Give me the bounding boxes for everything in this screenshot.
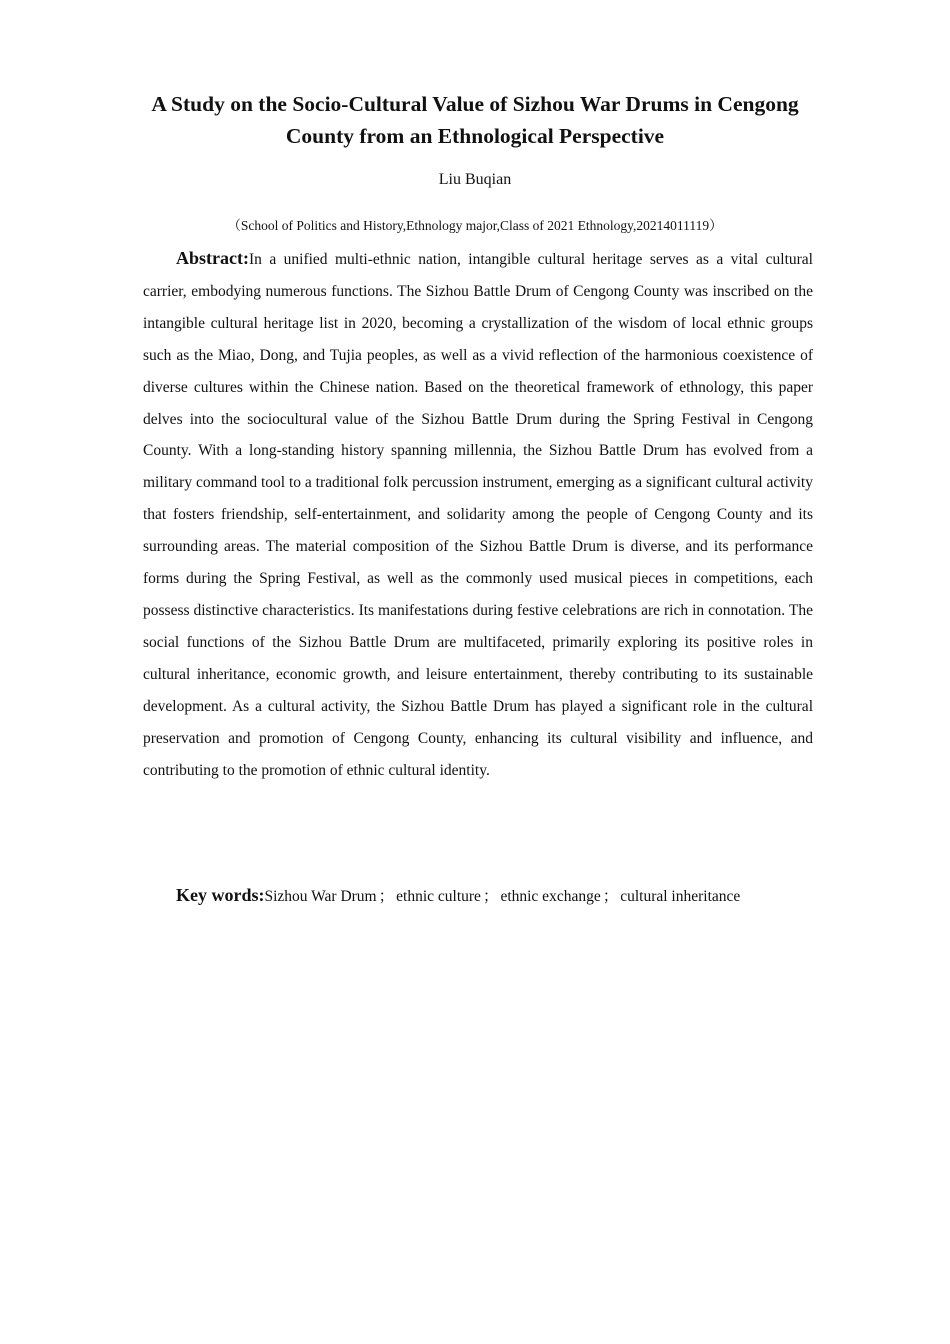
- keyword-separator: ；: [602, 888, 619, 905]
- author-affiliation: （School of Politics and History,Ethnology major,Class of 2021 Ethnology,20214011119）: [227, 218, 723, 233]
- keywords-label: Key words:: [176, 885, 265, 905]
- keyword-separator: ；: [482, 888, 499, 905]
- abstract-text: In a unified multi-ethnic nation, intangible cultural heritage serves as a vital cultural carrier, embodying numerous functions. The Sizhou Battle Drum of Cengong County was inscribed on the intangible cultural heritage list in 2020, becoming a crystallization of the wisdom of local ethnic groups such as the Miao, Dong, and Tujia peoples, as well as a vivid reflection of the harmonious coexistence of diverse cultures within the Chinese nation. Based on the theoretical framework of ethnology, this paper delves into the sociocultural value of the Sizhou Battle Drum during the Spring Festival in Cengong County. With a long-standing history spanning millennia, the Sizhou Battle Drum has evolved from a military command tool to a traditional folk percussion instrument, emerging as a significant cultural activity that fosters friendship, self-entertainment, and solidarity among the people of Cengong County and its surrounding areas. The material composition of the Sizhou Battle Drum is diverse, and its performance forms during the Spring Festival, as well as the commonly used musical pieces in competitions, each possess distinctive characteristics. Its manifestations during festive celebrations are rich in connotation. The social functions of the Sizhou Battle Drum are multifaceted, primarily exploring its positive roles in cultural inheritance, economic growth, and leisure entertainment, thereby contributing to its sustainable development. As a cultural activity, the Sizhou Battle Drum has played a significant role in the cultural preservation and promotion of Cengong County, enhancing its cultural visibility and influence, and contributing to the promotion of ethnic cultural identity.: [143, 251, 813, 779]
- paper-title: A Study on the Socio-Cultural Value of Sizhou War Drums in Cengong County from an Ethnological Perspective: [151, 92, 799, 148]
- abstract-paragraph: [143, 243, 813, 786]
- author-name: Liu Buqian: [438, 171, 512, 188]
- keyword: ethnic exchange: [500, 888, 601, 905]
- keywords-paragraph: [143, 881, 813, 911]
- keyword: Sizhou War Drum: [264, 888, 377, 905]
- keyword: ethnic culture: [396, 888, 481, 905]
- keyword-separator: ；: [378, 888, 395, 905]
- keyword: cultural inheritance: [620, 888, 741, 905]
- abstract-label: Abstract:: [176, 248, 249, 268]
